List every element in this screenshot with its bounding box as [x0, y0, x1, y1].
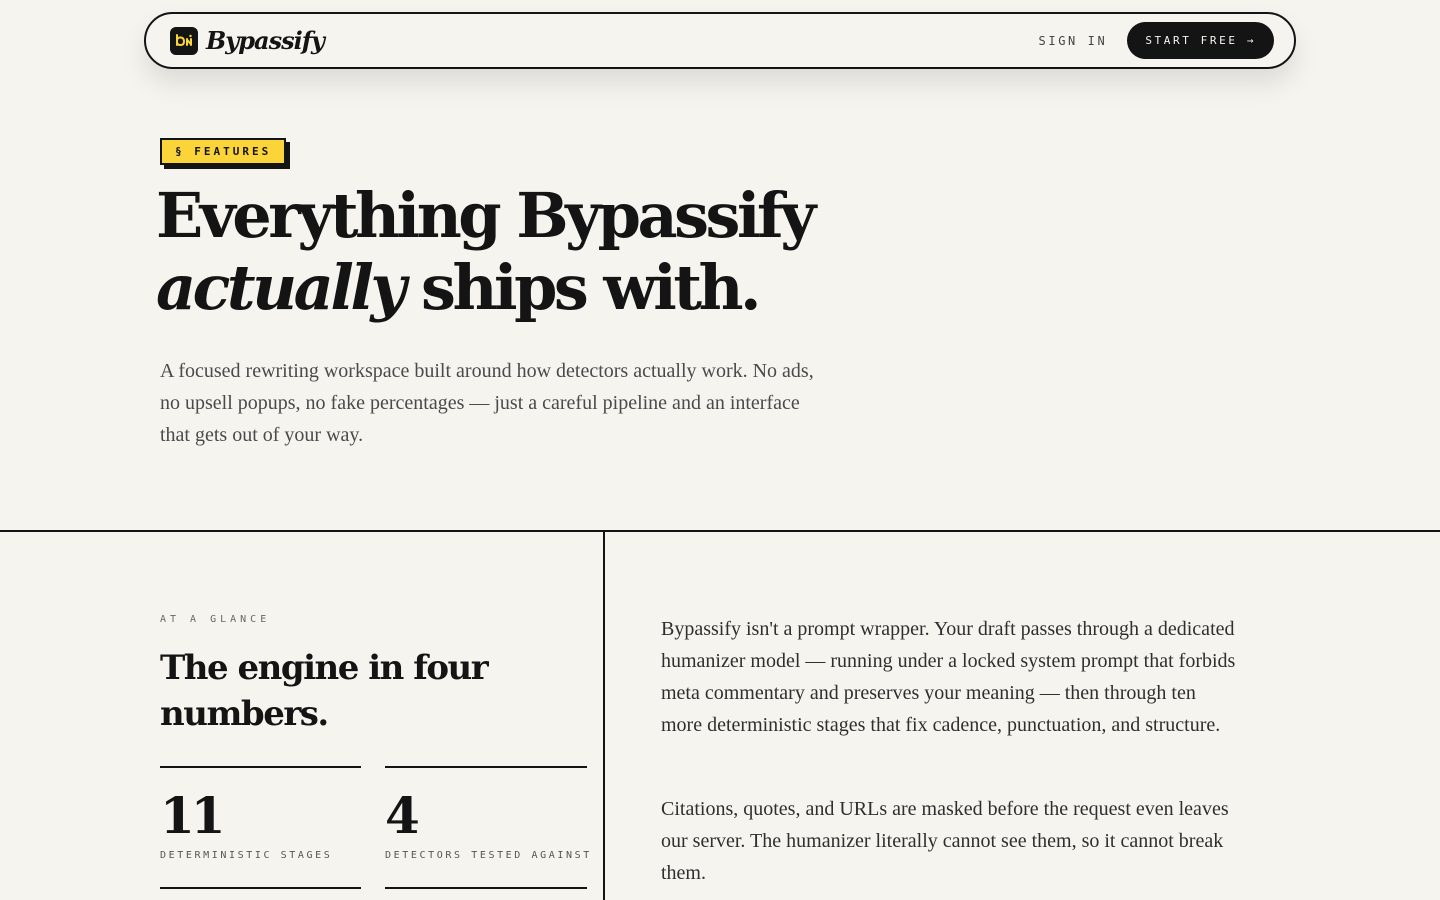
- stat-label: DETERMINISTIC STAGES: [160, 850, 333, 861]
- section-divider-horizontal: [0, 530, 1440, 532]
- hero-title-italic: actually: [156, 251, 403, 324]
- stat-label: DETECTORS TESTED AGAINST: [385, 850, 592, 861]
- section-divider-vertical: [603, 532, 605, 900]
- brand-name: Bypassify: [206, 26, 324, 55]
- hero-title: [156, 180, 813, 324]
- start-free-button[interactable]: START FREE →: [1127, 22, 1274, 59]
- logo-mark-icon: [170, 27, 198, 55]
- top-nav: [144, 12, 1296, 69]
- glance-eyebrow: AT A GLANCE: [160, 614, 271, 625]
- glance-title: The engine in four numbers.: [160, 648, 488, 734]
- stat-card-stages: [160, 766, 361, 889]
- hero-title-rest: ships with.: [402, 251, 759, 324]
- hero-title-line1: Everything Bypassify: [156, 179, 813, 252]
- stat-value: 11: [160, 786, 222, 845]
- body-paragraph-2: Citations, quotes, and URLs are masked before the request even leaves our server. The humanizer literally cannot see them, so it cannot break them.: [661, 798, 1229, 884]
- hero-subtitle: A focused rewriting workspace built around how detectors actually work. No ads, no upsell popups, no fake percentages — just a careful pipeline and an interface that gets out of your way.: [160, 360, 814, 446]
- stat-card-detectors: [385, 766, 592, 889]
- brand-logo-link[interactable]: [170, 26, 324, 55]
- body-paragraph-1: Bypassify isn't a prompt wrapper. Your draft passes through a dedicated humanizer model — running under a locked system prompt that forbids meta commentary and preserves your meaning — then through ten more deterministic stages that fix cadence, punctuation, and structure.: [661, 618, 1236, 736]
- stat-value: 4: [385, 786, 416, 845]
- sign-in-link[interactable]: SIGN IN: [1038, 33, 1108, 48]
- features-badge: § FEATURES: [160, 138, 286, 165]
